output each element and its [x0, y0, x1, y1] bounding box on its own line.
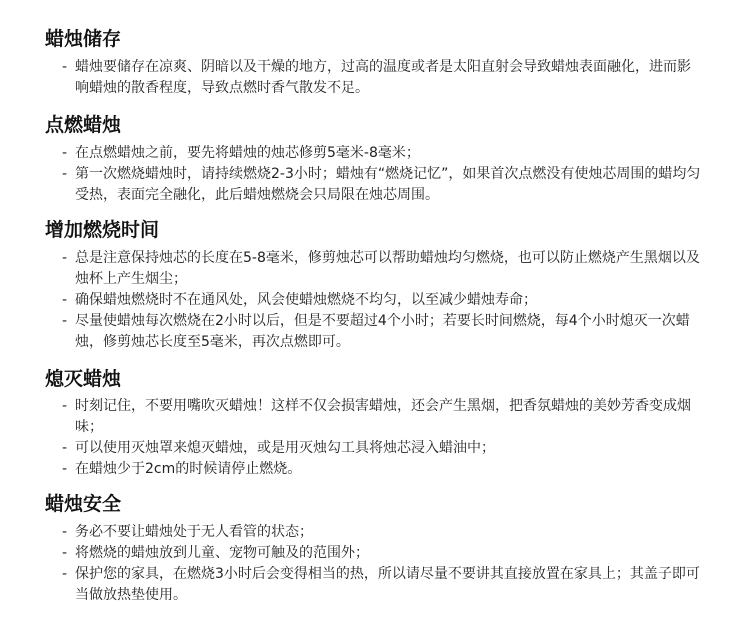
bullet-dash: -	[62, 545, 68, 561]
bullet-dash: -	[62, 145, 68, 161]
section-list	[62, 522, 702, 606]
section-list	[62, 143, 702, 206]
list-item	[62, 564, 702, 606]
bullet-dash: -	[62, 440, 68, 456]
bullet-dash: -	[62, 250, 68, 266]
list-item	[62, 522, 702, 543]
bullet-dash: -	[62, 313, 68, 329]
list-item	[62, 143, 702, 164]
list-item-text: 第一次燃烧蜡烛时，请持续燃烧2-3小时；蜡烛有“燃烧记忆”，如果首次点燃没有使烛芯周围的蜡均匀受热，表面完全融化，此后蜡烛燃烧会只局限在烛芯周围。	[75, 166, 701, 203]
section-heading: 增加燃烧时间	[45, 219, 160, 241]
list-item	[62, 459, 702, 480]
list-item-text: 将燃烧的蜡烛放到儿童、宠物可触及的范围外；	[75, 545, 369, 561]
list-item-text: 尽量使蜡烛每次燃烧在2小时以后，但是不要超过4个小时；若要长时间燃烧，每4个小时熄灭一次蜡烛，修剪烛芯长度至5毫米，再次点燃即可。	[75, 313, 690, 350]
bullet-dash: -	[62, 461, 68, 477]
section-list	[62, 57, 702, 99]
section-heading: 点燃蜡烛	[45, 114, 122, 136]
section-heading: 蜡烛安全	[45, 493, 122, 515]
list-item	[62, 57, 702, 99]
list-item-text: 在蜡烛少于2cm的时候请停止燃烧。	[75, 461, 302, 477]
section-list	[62, 396, 702, 480]
list-item-text: 可以使用灭烛罩来熄灭蜡烛，或是用灭烛勾工具将烛芯浸入蜡油中；	[75, 440, 495, 456]
list-item	[62, 396, 702, 438]
list-item	[62, 290, 702, 311]
list-item	[62, 543, 702, 564]
bullet-dash: -	[62, 292, 68, 308]
list-item	[62, 438, 702, 459]
list-item-text: 确保蜡烛燃烧时不在通风处，风会使蜡烛燃烧不均匀，以至减少蜡烛寿命；	[75, 292, 537, 308]
list-item-text: 蜡烛要储存在凉爽、阴暗以及干燥的地方，过高的温度或者是太阳直射会导致蜡烛表面融化，进而影响蜡烛的散香程度，导致点燃时香气散发不足。	[75, 59, 691, 96]
list-item-text: 保护您的家具，在燃烧3小时后会变得相当的热，所以请尽量不要讲其直接放置在家具上；其盖子即可当做放热垫使用。	[75, 566, 700, 603]
list-item	[62, 311, 702, 353]
list-item-text: 在点燃蜡烛之前，要先将蜡烛的烛芯修剪5毫米-8毫米；	[75, 145, 420, 161]
bullet-dash: -	[62, 398, 68, 414]
list-item-text: 总是注意保持烛芯的长度在5-8毫米，修剪烛芯可以帮助蜡烛均匀燃烧，也可以防止燃烧产生黑烟以及烛杯上产生烟尘；	[75, 250, 700, 287]
bullet-dash: -	[62, 59, 68, 75]
bullet-dash: -	[62, 566, 68, 582]
list-item	[62, 248, 702, 290]
section-list	[62, 248, 702, 353]
list-item-text: 时刻记住，不要用嘴吹灭蜡烛！这样不仅会损害蜡烛，还会产生黑烟，把香氛蜡烛的美妙芳香变成烟味；	[75, 398, 691, 435]
section-heading: 熄灭蜡烛	[45, 368, 122, 390]
bullet-dash: -	[62, 524, 68, 540]
section-heading: 蜡烛储存	[45, 28, 122, 50]
list-item-text: 务必不要让蜡烛处于无人看管的状态；	[75, 524, 313, 540]
list-item	[62, 164, 702, 206]
bullet-dash: -	[62, 166, 68, 182]
